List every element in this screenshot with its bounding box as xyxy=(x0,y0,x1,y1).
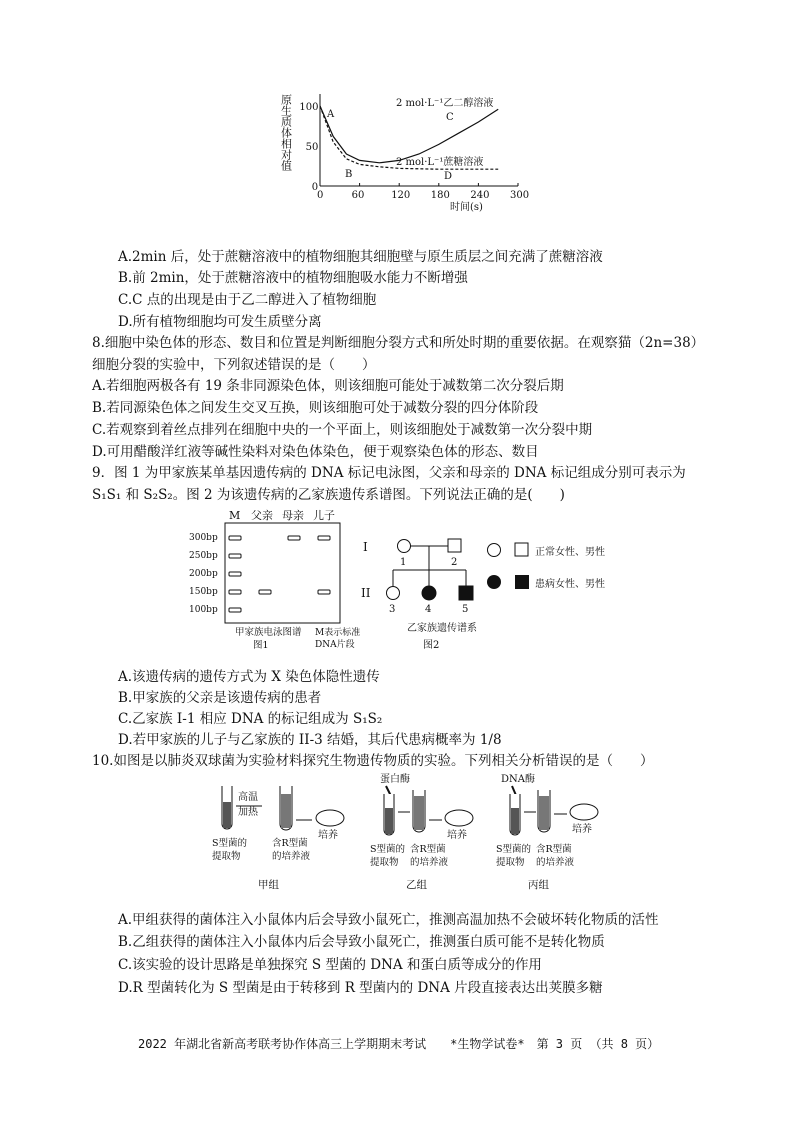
gel-size-200: 200bp xyxy=(189,569,218,579)
gel-note-2: DNA片段 xyxy=(315,640,355,650)
r-medium-a-2: 的培养液 xyxy=(272,851,311,862)
point-label-d: D xyxy=(444,171,453,182)
q7-option-d: D.所有植物细胞均可发生质壁分离 xyxy=(118,314,322,330)
q8-stem-line2: 细胞分裂的实验中，下列叙述错误的是（ ） xyxy=(92,357,376,373)
gel-caption: 甲家族电泳图谱 xyxy=(235,627,302,638)
culture-label-b: 培养 xyxy=(447,830,467,841)
gen-label-1: I xyxy=(363,540,368,554)
culture-label-a: 培养 xyxy=(318,830,338,841)
q9-stem-line1: 9．图 1 为甲家族某单基因遗传病的 DNA 标记电泳图，父亲和母亲的 DNA 标记组成分别可表示为 xyxy=(92,465,686,481)
id-2: 2 xyxy=(451,557,458,568)
q9-stem-line2: S₁S₁ 和 S₂S₂。图 2 为该遗传病的乙家族遗传系谱图。下列说法正确的是( ) xyxy=(92,487,565,503)
pedigree-fig-label: 图2 xyxy=(423,640,440,651)
enzyme-label-b: 蛋白酶 xyxy=(380,774,410,785)
r-medium-b-2: 的培养液 xyxy=(410,857,449,868)
s-extract-c-2: 提取物 xyxy=(496,857,525,868)
gel-size-300: 300bp xyxy=(189,533,218,543)
legend-normal-label: 正常女性、男性 xyxy=(535,547,605,558)
id-4: 4 xyxy=(425,604,432,615)
band-m-200 xyxy=(229,572,241,576)
tube-b-fill xyxy=(385,808,393,834)
culture-label-c: 培养 xyxy=(572,824,592,835)
q10-option-a: A.甲组获得的菌体注入小鼠体内后会导致小鼠死亡，推测高温加热不会破坏转化物质的活性 xyxy=(118,912,659,928)
id-3: 3 xyxy=(389,604,396,615)
q9-option-b: B.甲家族的父亲是该遗传病的患者 xyxy=(118,690,322,706)
group-label-a: 甲组 xyxy=(258,879,279,891)
r-medium-c-1: 含R型菌 xyxy=(536,844,572,855)
legend-normal-female-icon xyxy=(488,544,501,557)
plasmolysis-chart xyxy=(280,86,530,216)
legend-affected-label: 患病女性、男性 xyxy=(535,579,605,590)
dish-c xyxy=(570,804,598,820)
gen-label-2: II xyxy=(361,586,371,600)
band-m-150 xyxy=(229,590,241,594)
tube-b2-fill xyxy=(414,796,424,830)
group-c xyxy=(496,772,598,891)
band-son-300 xyxy=(318,536,330,540)
id-1: 1 xyxy=(400,557,407,568)
band-m-250 xyxy=(229,554,241,558)
legend-affected-male-icon xyxy=(515,575,529,589)
x-tick-label-0: 0 xyxy=(317,190,324,201)
q9-option-a: A.该遗传病的遗传方式为 X 染色体隐性遗传 xyxy=(118,669,380,685)
q10-figure xyxy=(210,772,610,900)
q8-option-d: D.可用醋酸洋红液等碱性染料对染色体染色，便于观察染色体的形态、数目 xyxy=(92,444,539,460)
y-tick-label-100: 100 xyxy=(299,102,319,113)
q8-option-b: B.若同源染色体之间发生交叉互换，则该细胞可处于减数分裂的四分体阶段 xyxy=(92,400,539,416)
s-extract-c-1: S型菌的 xyxy=(496,844,532,855)
band-mother-300 xyxy=(288,536,300,540)
point-label-c: C xyxy=(446,112,454,123)
gel-col-son: 儿子 xyxy=(313,509,335,522)
s-extract-b-2: 提取物 xyxy=(370,857,399,868)
x-tick-label-120: 120 xyxy=(391,190,411,201)
x-tick-label-240: 240 xyxy=(470,190,490,201)
q8-option-c: C.若观察到着丝点排列在细胞中央的一个平面上，则该细胞处于减数第一次分裂中期 xyxy=(92,422,593,438)
x-tick-label-60: 60 xyxy=(351,190,365,201)
point-label-b: B xyxy=(345,169,353,180)
q7-option-b: B.前 2min，处于蔗糖溶液中的植物细胞吸水能力不断增强 xyxy=(118,270,468,286)
gel-fig-label: 图1 xyxy=(253,640,269,651)
s-extract-a-2: 提取物 xyxy=(212,851,241,862)
heat-label-2: 加热 xyxy=(238,807,258,818)
q9-option-d: D.若甲家族的儿子与乙家族的 II-3 结婚，其后代患病概率为 1/8 xyxy=(118,732,502,748)
group-label-c: 丙组 xyxy=(528,879,549,891)
dish-a xyxy=(316,810,344,826)
tube-c-fill xyxy=(511,808,519,834)
gel-size-250: 250bp xyxy=(189,551,218,561)
x-axis-label: 时间(s) xyxy=(450,202,483,213)
q10-option-d: D.R 型菌转化为 S 型菌是由于转移到 R 型菌内的 DNA 片段直接表达出荚膜多糖 xyxy=(118,980,603,996)
legend-ethylene-glycol: 2 mol·L⁻¹乙二醇溶液 xyxy=(396,98,494,109)
q8-option-a: A.若细胞两极各有 19 条非同源染色体，则该细胞可能处于减数第二次分裂后期 xyxy=(92,378,564,394)
gel-col-mother: 母亲 xyxy=(282,509,304,522)
individual-i-1 xyxy=(398,540,411,553)
dish-b xyxy=(445,810,473,826)
tube-a2-fill xyxy=(281,794,291,828)
gel-size-100: 100bp xyxy=(189,605,218,615)
legend-affected-female-icon xyxy=(487,575,501,589)
tube-c2-fill xyxy=(539,796,549,830)
y-tick-label-50: 50 xyxy=(305,142,319,153)
r-medium-a-1: 含R型菌 xyxy=(272,838,308,849)
enzyme-label-c: DNA酶 xyxy=(501,774,535,785)
group-a xyxy=(212,786,344,891)
y-axis-label: 原生质体相对值 xyxy=(280,94,293,171)
q10-option-c: C.该实验的设计思路是单独探究 S 型菌的 DNA 和蛋白质等成分的作用 xyxy=(118,957,542,973)
series-ethylene-glycol-line xyxy=(320,106,498,163)
tube-a-fill xyxy=(223,802,231,828)
individual-ii-4 xyxy=(422,586,436,600)
band-m-300 xyxy=(229,536,241,540)
gel-col-father: 父亲 xyxy=(251,509,273,522)
q8-stem-line1: 8.细胞中染色体的形态、数目和位置是判断细胞分裂方式和所处时期的重要依据。在观察猫（2n=38） xyxy=(92,335,705,351)
r-medium-c-2: 的培养液 xyxy=(536,857,575,868)
band-father-150 xyxy=(259,590,271,594)
heat-label-1: 高温 xyxy=(238,792,258,803)
individual-ii-5 xyxy=(459,586,473,600)
q10-option-b: B.乙组获得的菌体注入小鼠体内后会导致小鼠死亡，推测蛋白质可能不是转化物质 xyxy=(118,934,605,950)
q7-option-a: A.2min 后，处于蔗糖溶液中的植物细胞其细胞壁与原生质层之间充满了蔗糖溶液 xyxy=(118,249,603,265)
gel-frame xyxy=(225,523,340,623)
q9-figures xyxy=(185,505,625,655)
s-extract-a-1: S型菌的 xyxy=(212,838,248,849)
x-tick-label-180: 180 xyxy=(430,190,450,201)
individual-i-2 xyxy=(448,539,461,552)
point-label-a: A xyxy=(327,109,335,120)
s-extract-b-1: S型菌的 xyxy=(370,844,406,855)
legend-sucrose: 2 mol·L⁻¹蔗糖溶液 xyxy=(396,157,484,168)
y-tick-label-0: 0 xyxy=(311,182,319,193)
gel-col-m: M xyxy=(229,509,241,522)
group-b xyxy=(370,772,473,891)
q9-option-c: C.乙家族 I-1 相应 DNA 的标记组成为 S₁S₂ xyxy=(118,711,383,727)
gel-note-1: M表示标准 xyxy=(315,628,361,638)
q7-option-c: C.C 点的出现是由于乙二醇进入了植物细胞 xyxy=(118,292,377,308)
band-son-150 xyxy=(318,590,330,594)
q10-stem: 10.如图是以肺炎双球菌为实验材料探究生物遗传物质的实验。下列相关分析错误的是（ ） xyxy=(92,753,654,769)
pedigree-caption: 乙家族遗传谱系 xyxy=(407,623,477,634)
group-label-b: 乙组 xyxy=(406,879,427,891)
page-footer: 2022 年湖北省新高考联考协作体高三上学期期末考试 *生物学试卷* 第 3 页 （共 8 页） xyxy=(138,1037,660,1051)
x-tick-label-300: 300 xyxy=(510,190,530,201)
individual-ii-3 xyxy=(387,587,400,600)
gel-size-150: 150bp xyxy=(189,587,218,597)
band-m-100 xyxy=(229,608,241,612)
legend-normal-male-icon xyxy=(515,543,528,556)
id-5: 5 xyxy=(462,604,469,615)
r-medium-b-1: 含R型菌 xyxy=(410,844,446,855)
